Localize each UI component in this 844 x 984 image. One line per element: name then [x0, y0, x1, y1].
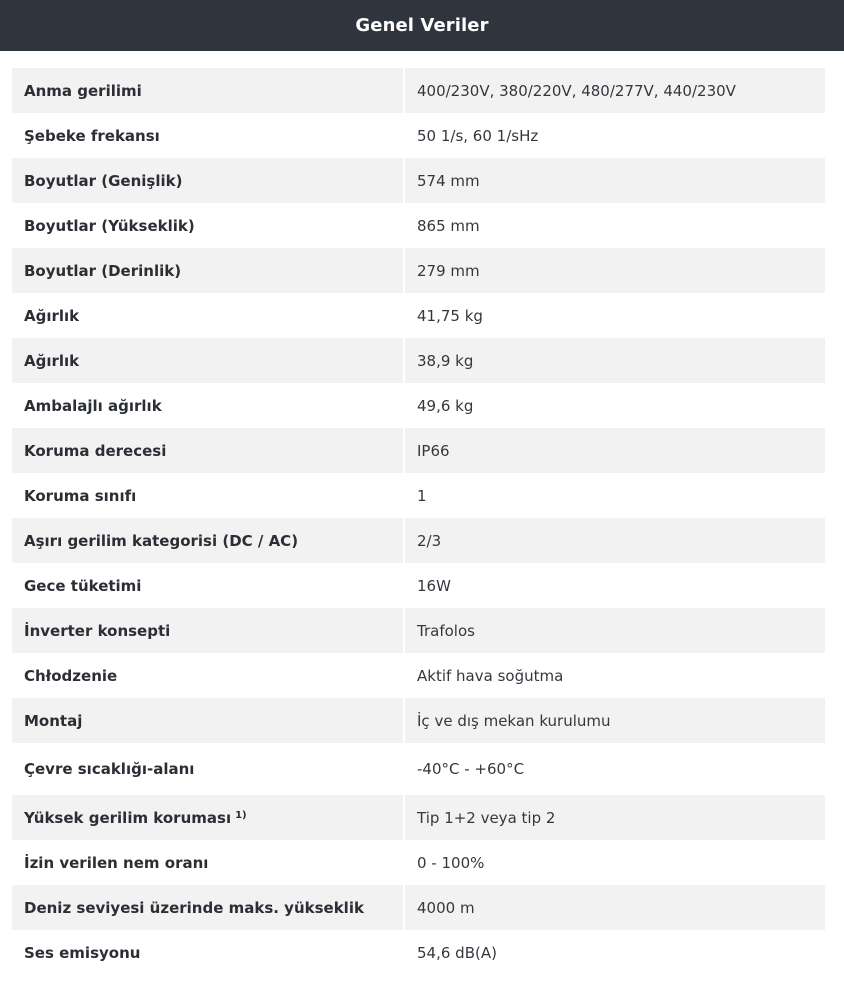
table-row: [12, 743, 825, 795]
page-title: Genel Veriler: [355, 15, 489, 36]
row-value: -40°C - +60°C: [405, 743, 825, 795]
table-row: [12, 293, 825, 338]
row-label: Boyutlar (Derinlik): [12, 248, 403, 293]
row-label: Şebeke frekansı: [12, 113, 403, 158]
table-row: [12, 113, 825, 158]
table-row: [12, 383, 825, 428]
table-row: [12, 158, 825, 203]
table-row: [12, 203, 825, 248]
row-label: Gece tüketimi: [12, 563, 403, 608]
table-row: [12, 563, 825, 608]
row-value: 2/3: [405, 518, 825, 563]
row-label: Boyutlar (Genişlik): [12, 158, 403, 203]
row-label: Aşırı gerilim kategorisi (DC / AC): [12, 518, 403, 563]
row-label: Anma gerilimi: [12, 68, 403, 113]
row-value: 38,9 kg: [405, 338, 825, 383]
row-value: Aktif hava soğutma: [405, 653, 825, 698]
row-value: 1: [405, 473, 825, 518]
row-value: 50 1/s, 60 1/sHz: [405, 113, 825, 158]
row-label: Koruma sınıfı: [12, 473, 403, 518]
table-row: [12, 653, 825, 698]
row-label: Ses emisyonu: [12, 930, 403, 975]
row-label: Çevre sıcaklığı-alanı: [12, 743, 403, 795]
row-label: Koruma derecesi: [12, 428, 403, 473]
row-label: Ağırlık: [12, 293, 403, 338]
row-value: 574 mm: [405, 158, 825, 203]
row-value: 0 - 100%: [405, 840, 825, 885]
table-row: [12, 698, 825, 743]
row-label-text: Yüksek gerilim koruması: [24, 808, 232, 827]
row-value: 4000 m: [405, 885, 825, 930]
spec-table: [12, 68, 825, 975]
header-bar: [0, 0, 844, 51]
row-value: Tip 1+2 veya tip 2: [405, 795, 825, 840]
row-value: 41,75 kg: [405, 293, 825, 338]
row-value: 16W: [405, 563, 825, 608]
table-row: [12, 473, 825, 518]
table-row: [12, 885, 825, 930]
row-label: İnverter konsepti: [12, 608, 403, 653]
row-label: Ambalajlı ağırlık: [12, 383, 403, 428]
table-row: [12, 428, 825, 473]
row-value: 400/230V, 380/220V, 480/277V, 440/230V: [405, 68, 825, 113]
row-value: 54,6 dB(A): [405, 930, 825, 975]
row-value: 279 mm: [405, 248, 825, 293]
table-row: [12, 518, 825, 563]
row-value: 49,6 kg: [405, 383, 825, 428]
row-value: İç ve dış mekan kurulumu: [405, 698, 825, 743]
table-row: [12, 68, 825, 113]
row-value: Trafolos: [405, 608, 825, 653]
row-value: IP66: [405, 428, 825, 473]
table-row: [12, 795, 825, 840]
footnote-marker: 1): [235, 810, 247, 821]
row-value: 865 mm: [405, 203, 825, 248]
table-row: [12, 248, 825, 293]
row-label: Deniz seviyesi üzerinde maks. yükseklik: [12, 885, 403, 930]
row-label: [12, 795, 403, 840]
table-row: [12, 608, 825, 653]
row-label: İzin verilen nem oranı: [12, 840, 403, 885]
row-label: Chłodzenie: [12, 653, 403, 698]
table-row: [12, 338, 825, 383]
row-label: Montaj: [12, 698, 403, 743]
row-label: Boyutlar (Yükseklik): [12, 203, 403, 248]
table-row: [12, 930, 825, 975]
table-row: [12, 840, 825, 885]
row-label: Ağırlık: [12, 338, 403, 383]
